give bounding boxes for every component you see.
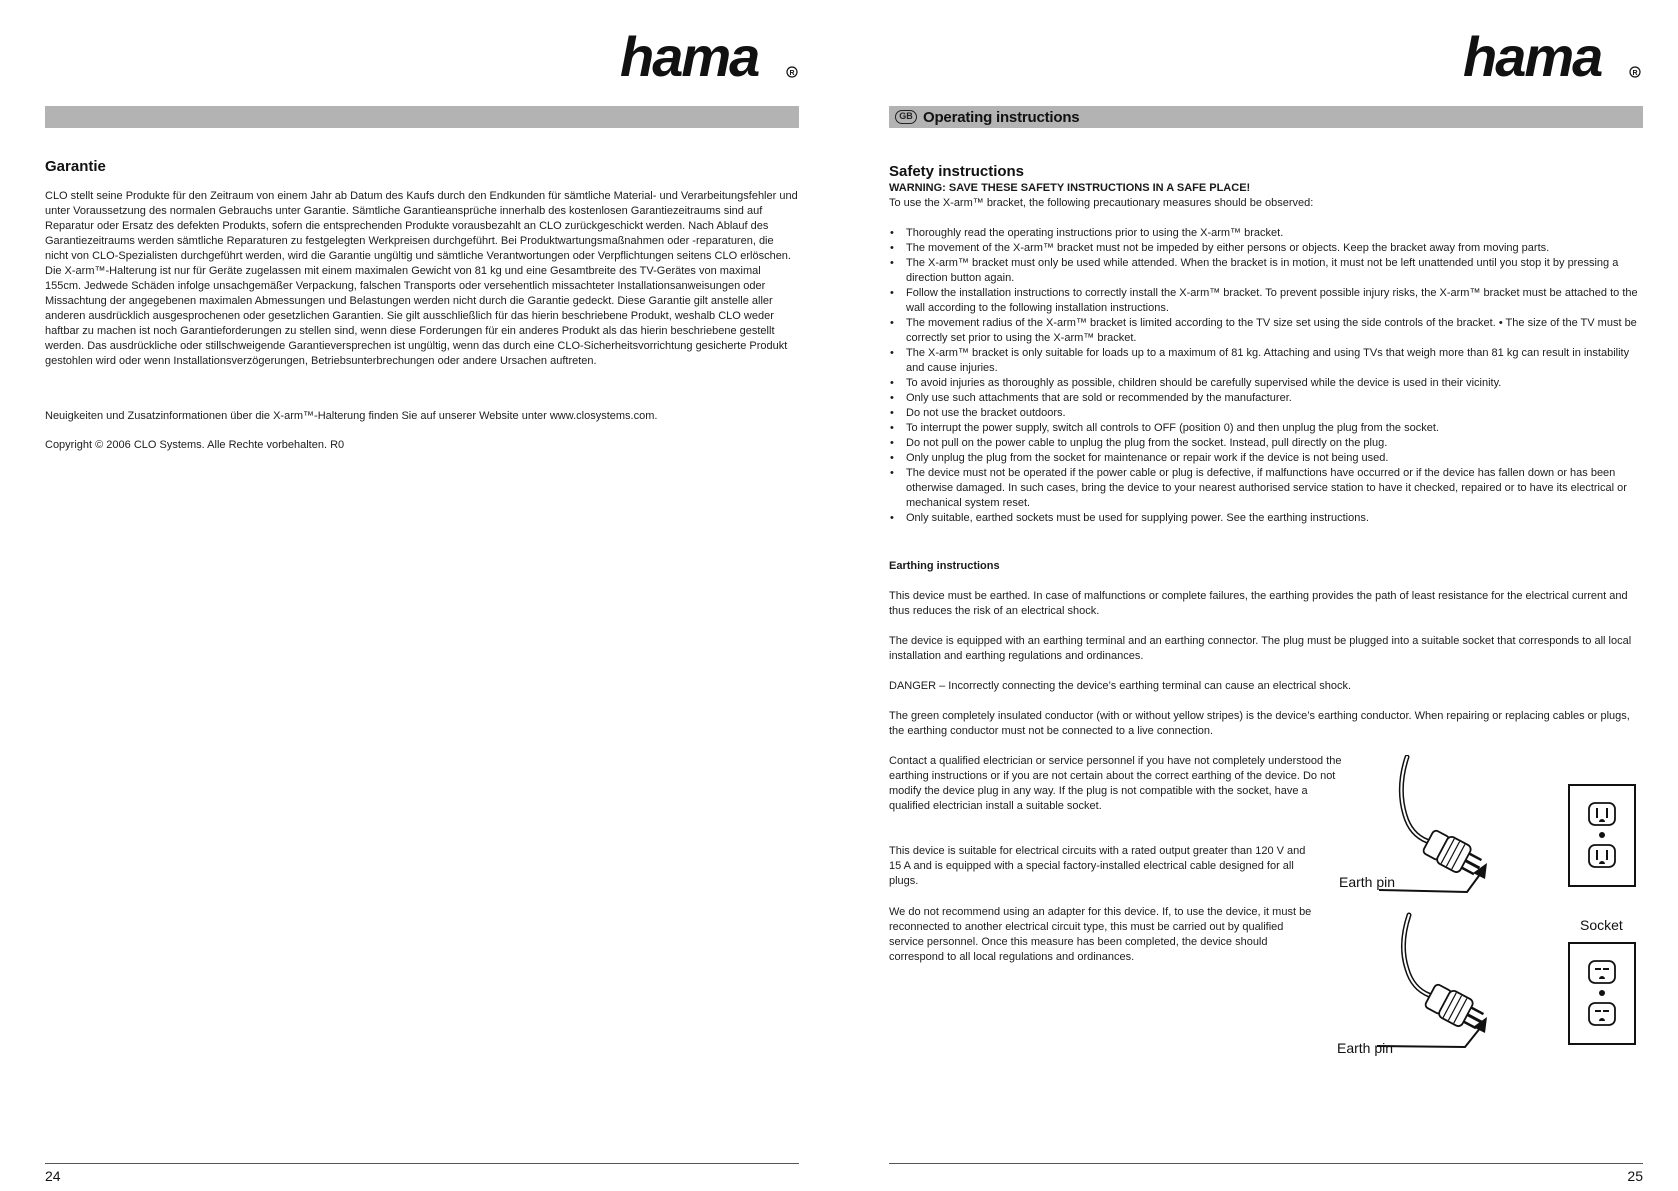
socket-label: Socket (1580, 917, 1623, 933)
header-bar (889, 106, 1643, 128)
safety-item: • Do not use the bracket outdoors. (889, 406, 1643, 421)
safety-item: • To avoid injuries as thoroughly as possible, children should be carefully supervised while the device is used in their vicinity. (889, 376, 1643, 391)
safety-item: • To interrupt the power supply, switch all controls to OFF (position 0) and then unplug the plug from the socket. (889, 421, 1643, 436)
socket-icon (1569, 785, 1635, 886)
plug-icon (1401, 757, 1486, 881)
page-heading: Garantie (45, 158, 106, 175)
safety-item: • Do not pull on the power cable to unplug the plug from the socket. Instead, pull directly on the plug. (889, 436, 1643, 451)
earthing-paragraph: The device is equipped with an earthing terminal and an earthing connector. The plug must be plugged into a suitable socket that corresponds to all local installation and earthing regulations and ordinances. (889, 635, 1632, 662)
safety-item: • The X-arm™ bracket is only suitable for loads up to a maximum of 81 kg. Attaching and using TVs that weigh more than 81 kg can result in instability and cause injuries. (889, 346, 1643, 376)
narrow-paragraph: Contact a qualified electrician or service personnel if you have not completely understood the earthing instructions or if you are not certain about the correct earthing of the device. Do not modify the device plug in any way. If the plug is not compatible with the socket, have a qualified electrician install a suitable socket. (889, 755, 1342, 812)
hama-logo (1463, 26, 1643, 86)
safety-list (889, 226, 1643, 526)
warning-text: WARNING: SAVE THESE SAFETY INSTRUCTIONS IN A SAFE PLACE! (889, 182, 1251, 194)
language-badge: GB (895, 110, 917, 124)
intro-text: To use the X-arm™ bracket, the following precautionary measures should be observed: (889, 197, 1314, 209)
plug-icon (1403, 915, 1488, 1035)
svg-text:R: R (789, 70, 795, 77)
footer-divider (889, 1163, 1643, 1164)
copyright-paragraph: Copyright © 2006 CLO Systems. Alle Rechte vorbehalten. R0 (45, 439, 345, 451)
safety-item: • The movement of the X-arm™ bracket must not be impeded by either persons or objects. Keep the bracket away from moving parts. (889, 241, 1643, 256)
svg-text:hama: hama (620, 26, 759, 86)
safety-item: • The device must not be operated if the power cable or plug is defective, if malfunctions have occurred or if the device has fallen down or has been otherwise damaged. In such cases, bring the device to your nearest authorised service station to have it checked, repaired or to have its electrical or mechanical system reset. (889, 466, 1643, 511)
svg-text:hama: hama (1463, 26, 1602, 86)
earth-pin-label: Earth pin (1337, 1040, 1394, 1056)
narrow-paragraph: We do not recommend using an adapter for this device. If, to use the device, it must be reconnected to another electrical circuit type, this must be carried out by qualified service personnel. Once this measure has been completed, the device should correspond to all local regulations and ordinances. (889, 906, 1312, 963)
safety-item: • Only unplug the plug from the socket for maintenance or repair work if the device is not being used. (889, 451, 1643, 466)
earthing-paragraph: This device must be earthed. In case of malfunctions or complete failures, the earthing provides the path of least resistance for the electrical current and thus reduces the risk of an electrical shock. (889, 590, 1628, 617)
earthing-figure (1339, 755, 1659, 1075)
page-number: 25 (1627, 1168, 1643, 1184)
page-number: 24 (45, 1168, 61, 1184)
page-heading: Safety instructions (889, 163, 1025, 180)
safety-item: • The X-arm™ bracket must only be used while attended. When the bracket is in motion, it must not be left unattended until you stop it by pressing a direction button again. (889, 256, 1643, 286)
header-title: Operating instructions (923, 108, 1080, 126)
earth-pin-label: Earth pin (1339, 874, 1396, 890)
earthing-heading: Earthing instructions (889, 560, 1000, 572)
svg-text:R: R (1632, 70, 1638, 77)
socket-icon (1569, 943, 1635, 1044)
hama-logo (620, 26, 800, 86)
narrow-paragraph: This device is suitable for electrical circuits with a rated output greater than 120 V and 15 A and is equipped with a special factory-installed electrical cable designed for all plugs. (889, 845, 1306, 887)
safety-item: • Follow the installation instructions to correctly install the X-arm™ bracket. To prevent possible injury risks, the X-arm™ bracket must be attached to the wall according to the following installation instructions. (889, 286, 1643, 316)
header-bar (45, 106, 799, 128)
safety-item: • Only suitable, earthed sockets must be used for supplying power. See the earthing instructions. (889, 511, 1643, 526)
safety-item: • Thoroughly read the operating instructions prior to using the X-arm™ bracket. (889, 226, 1643, 241)
footer-divider (45, 1163, 799, 1164)
safety-item: • Only use such attachments that are sold or recommended by the manufacturer. (889, 391, 1643, 406)
earthing-paragraph: The green completely insulated conductor (with or without yellow stripes) is the device’s earthing conductor. When repairing or replacing cables or plugs, the earthing conductor must not be connected to a live connection. (889, 710, 1630, 737)
safety-item: • The movement radius of the X-arm™ bracket is limited according to the TV size set using the side controls of the bracket. • The size of the TV must be correctly set prior to using the X-arm™ bracket. (889, 316, 1643, 346)
warranty-paragraph: CLO stellt seine Produkte für den Zeitraum von einem Jahr ab Datum des Kaufs durch den Endkunden für sämtliche Material- und Verarbeitungsfehler und unter Voraussetzung des normalen Gebrauchs unter Garantie. Sämtliche Garantieansprüche innerhalb des kostenlosen Garantiezeitraums sind auf Reparatur oder Ersatz des defekten Produkts, sofern die entsprechenden Produkte vorausbezahlt an CLO zurückgeschickt werden. Nach Ablauf des Garantiezeitraums werden sämtliche Reparaturen zu festgelegten Werkpreisen durchgeführt. Bei Produktwartungsmaßnahmen oder -reparaturen, die nicht von CLO-Spezialisten durchgeführt werden, wird die Garantie ungültig und sämtliche Verantwortungen oder Verpflichtungen seitens CLO erlöschen. Die X-arm™-Halterung ist nur für Geräte zugelassen mit einem maximalen Gewicht von 81 kg und eine Gesamtbreite des TV-Gerätes von maximal 155cm. Jedwede Schäden infolge unsachgemäßer Verpackung, falschen Transports oder versehentlich missachteter Installationsanweisungen oder Missachtung der angegebenen maximalen Abmessungen und Belastungen werden nicht durch die Garantie gedeckt. Diese Garantie gilt anstelle aller anderen ausdrücklich ausgesprochenen oder gesetzlichen Garantien. Sie gilt ausschließlich für das hierin beschriebene Produkt, weshalb CLO weder haftbar zu machen ist noch Garantieforderungen zu stellen sind, wenn diese Forderungen für ein anderes Produkt als das hierin beschriebene gestellt werden. Das ausdrückliche oder stillschweigende Garantieversprechen ist ungültig, wenn das durch eine CLO-Sicherheitsvorrichtung gesicherte Produkt gestohlen wird oder wenn Installationsverzögerungen, Betriebsunterbrechungen oder andere Ursachen auftreten. (45, 190, 798, 367)
website-paragraph: Neuigkeiten und Zusatzinformationen über die X-arm™-Halterung finden Sie auf unserer Website unter www.closystems.com. (45, 410, 658, 422)
danger-paragraph: DANGER – Incorrectly connecting the device’s earthing terminal can cause an electrical shock. (889, 680, 1352, 692)
right-page (839, 0, 1678, 1191)
